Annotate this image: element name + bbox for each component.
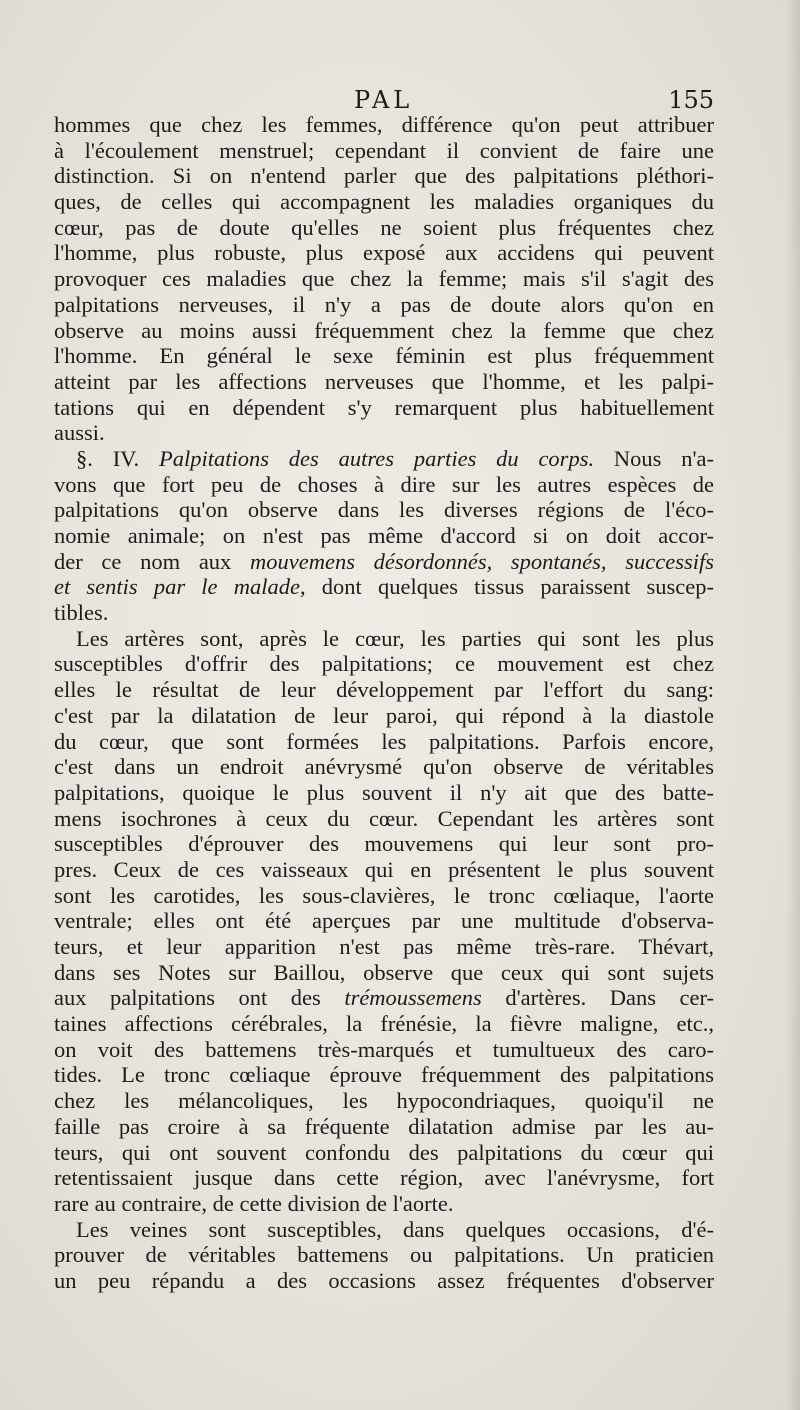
text-line: dans ses Notes sur Baillou, observe que ceux qui sont sujets bbox=[54, 959, 714, 985]
text-line: tations qui en dépendent s'y remarquent plus habituellement bbox=[54, 394, 714, 420]
text-line: l'homme. En général le sexe féminin est plus fréquemment bbox=[54, 343, 714, 369]
text-line: elles le résultat de leur développement par l'effort du sang: bbox=[54, 677, 714, 703]
paragraph-section-4 bbox=[54, 446, 714, 626]
text-line: ques, de celles qui accompagnent les maladies organiques du bbox=[54, 189, 714, 215]
italic-phrase: trémoussemens bbox=[344, 985, 482, 1011]
text-line bbox=[54, 574, 714, 600]
text-line: teurs, qui ont souvent confondu des palpitations du cœur qui bbox=[54, 1139, 714, 1165]
text-line: distinction. Si on n'entend parler que des palpitations pléthori- bbox=[54, 163, 714, 189]
text-line bbox=[54, 446, 714, 472]
text-line: Les veines sont susceptibles, dans quelques occasions, d'é- bbox=[76, 1216, 714, 1242]
text-line: chez les mélancoliques, les hypocondriaques, quoiqu'il ne bbox=[54, 1088, 714, 1114]
text-line: tides. Le tronc cœliaque éprouve fréquemment des palpitations bbox=[54, 1062, 714, 1088]
text-line: susceptibles d'offrir des palpitations; ce mouvement est chez bbox=[54, 651, 714, 677]
body-text bbox=[54, 112, 714, 1294]
text-line: mens isochrones à ceux du cœur. Cependant les artères sont bbox=[54, 805, 714, 831]
text-line: faille pas croire à sa fréquente dilatation admise par les au- bbox=[54, 1113, 714, 1139]
text-line: prouver de véritables battemens ou palpitations. Un praticien bbox=[54, 1242, 714, 1268]
text-line: c'est par la dilatation de leur paroi, qui répond à la diastole bbox=[54, 702, 714, 728]
page-number: 155 bbox=[668, 86, 714, 114]
text-line: palpitations nerveuses, il n'y a pas de doute alors qu'on en bbox=[54, 291, 714, 317]
text-run: , dont quelques tissus paraissent suscep- bbox=[299, 574, 714, 600]
text-line: ventrale; elles ont été aperçues par une multitude d'observa- bbox=[54, 908, 714, 934]
section-mark: §. IV. bbox=[76, 445, 159, 471]
text-line: un peu répandu a des occasions assez fréquentes d'observer bbox=[54, 1267, 714, 1293]
text-line: sont les carotides, les sous-clavières, le tronc cœliaque, l'aorte bbox=[54, 882, 714, 908]
text-line: cœur, pas de doute qu'elles ne soient plus fréquentes chez bbox=[54, 214, 714, 240]
text-line: du cœur, que sont formées les palpitations. Parfois encore, bbox=[54, 728, 714, 754]
text-line: retentissaient jusque dans cette région, avec l'anévrysme, fort bbox=[54, 1165, 714, 1191]
text-line: hommes que chez les femmes, différence qu'on peut attribuer bbox=[54, 112, 714, 137]
text-line: on voit des battemens très-marqués et tumultueux des caro- bbox=[54, 1036, 714, 1062]
text-line bbox=[54, 985, 714, 1011]
text-line: pres. Ceux de ces vaisseaux qui en présentent le plus souvent bbox=[54, 856, 714, 882]
paragraph bbox=[54, 1217, 714, 1294]
text-line: susceptibles d'éprouver des mouvemens qui leur sont pro- bbox=[54, 831, 714, 857]
text-line: aussi. bbox=[54, 420, 105, 446]
text-run: der ce nom aux bbox=[54, 548, 251, 574]
italic-phrase: et sentis par le malade bbox=[54, 574, 300, 600]
text-line bbox=[54, 549, 714, 575]
text-line: rare au contraire, de cette division de l'aorte. bbox=[54, 1190, 454, 1216]
text-run: d'artères. Dans cer- bbox=[481, 985, 714, 1011]
running-head: PAL bbox=[354, 86, 414, 114]
text-line: atteint par les affections nerveuses que l'homme, et les palpi- bbox=[54, 368, 714, 394]
paragraph bbox=[54, 112, 714, 446]
text-line: l'homme, plus robuste, plus exposé aux accidens qui peuvent bbox=[54, 240, 714, 266]
paragraph bbox=[54, 626, 714, 1217]
text-line: tibles. bbox=[54, 600, 109, 626]
text-run: aux palpitations ont des bbox=[54, 985, 345, 1011]
text-line: à l'écoulement menstruel; cependant il convient de faire une bbox=[54, 137, 714, 163]
page-edge-shadow bbox=[786, 0, 800, 1410]
italic-phrase: mouvemens désordonnés, spontanés, successifs bbox=[250, 548, 714, 574]
text-line: nomie animale; on n'est pas même d'accord si on doit accor- bbox=[54, 523, 714, 548]
text-line: vons que fort peu de choses à dire sur les autres espèces de bbox=[54, 471, 714, 497]
text-line: Les artères sont, après le cœur, les parties qui sont les plus bbox=[76, 625, 714, 651]
text-line: palpitations, quoique le plus souvent il n'y ait que des batte- bbox=[54, 779, 714, 805]
text-run: Nous n'a- bbox=[594, 445, 714, 471]
section-title: Palpitations des autres parties du corps. bbox=[158, 445, 595, 471]
text-line: c'est dans un endroit anévrysmé qu'on observe de véritables bbox=[54, 754, 714, 780]
text-line: taines affections cérébrales, la frénésie, la fièvre maligne, etc., bbox=[54, 1011, 714, 1037]
text-line: provoquer ces maladies que chez la femme; mais s'il s'agit des bbox=[54, 266, 714, 292]
text-line: observe au moins aussi fréquemment chez la femme que chez bbox=[54, 317, 714, 343]
text-line: teurs, et leur apparition n'est pas même très-rare. Thévart, bbox=[54, 934, 714, 959]
text-line: palpitations qu'on observe dans les diverses régions de l'éco- bbox=[54, 497, 714, 523]
